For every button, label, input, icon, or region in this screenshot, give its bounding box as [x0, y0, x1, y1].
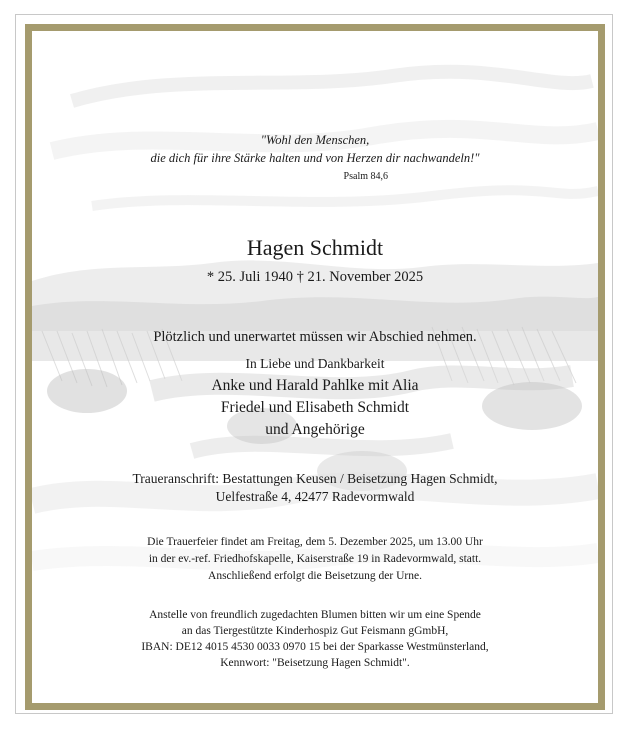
ceremony-line: Die Trauerfeier findet am Freitag, dem 5. Dezember 2025, um 13.00 Uhr	[147, 536, 483, 548]
mourners-intro: In Liebe und Dankbarkeit	[245, 356, 385, 371]
ceremony-line: Anschließend erfolgt die Beisetzung der Urne.	[208, 570, 422, 582]
deceased-name: Hagen Schmidt	[246, 235, 384, 260]
address-line-1: Traueranschrift: Bestattungen Keusen / Beisetzung Hagen Schmidt,	[132, 471, 498, 486]
quote-line-2: die dich für ihre Stärke halten und von Herzen dir nachwandeln!"	[150, 151, 480, 165]
donation-line: Kennwort: "Beisetzung Hagen Schmidt".	[220, 657, 410, 669]
mourner-line: Anke und Harald Pahlke mit Alia	[211, 377, 419, 394]
mourner-line: Friedel und Elisabeth Schmidt	[220, 399, 410, 416]
address-line-2: Uelfestraße 4, 42477 Radevormwald	[215, 489, 415, 504]
obituary-card	[25, 24, 605, 710]
donation-line: an das Tiergestützte Kinderhospiz Gut Feismann gGmbH,	[181, 625, 449, 637]
donation-line: IBAN: DE12 4015 4530 0033 0970 15 bei der Sparkasse Westmünsterland,	[141, 641, 489, 653]
mourner-line: und Angehörige	[265, 421, 365, 438]
notice-content	[32, 31, 598, 703]
psalm-reference: Psalm 84,6	[343, 171, 388, 182]
ceremony-line: in der ev.-ref. Friedhofskapelle, Kaiserstraße 19 in Radevormwald, statt.	[148, 553, 482, 565]
announcement-text: Plötzlich und unerwartet müssen wir Abschied nehmen.	[153, 329, 477, 345]
life-dates: * 25. Juli 1940 † 21. November 2025	[206, 269, 424, 285]
quote-line-1: "Wohl den Menschen,	[260, 133, 370, 147]
donation-line: Anstelle von freundlich zugedachten Blumen bitten wir um eine Spende	[149, 609, 481, 621]
